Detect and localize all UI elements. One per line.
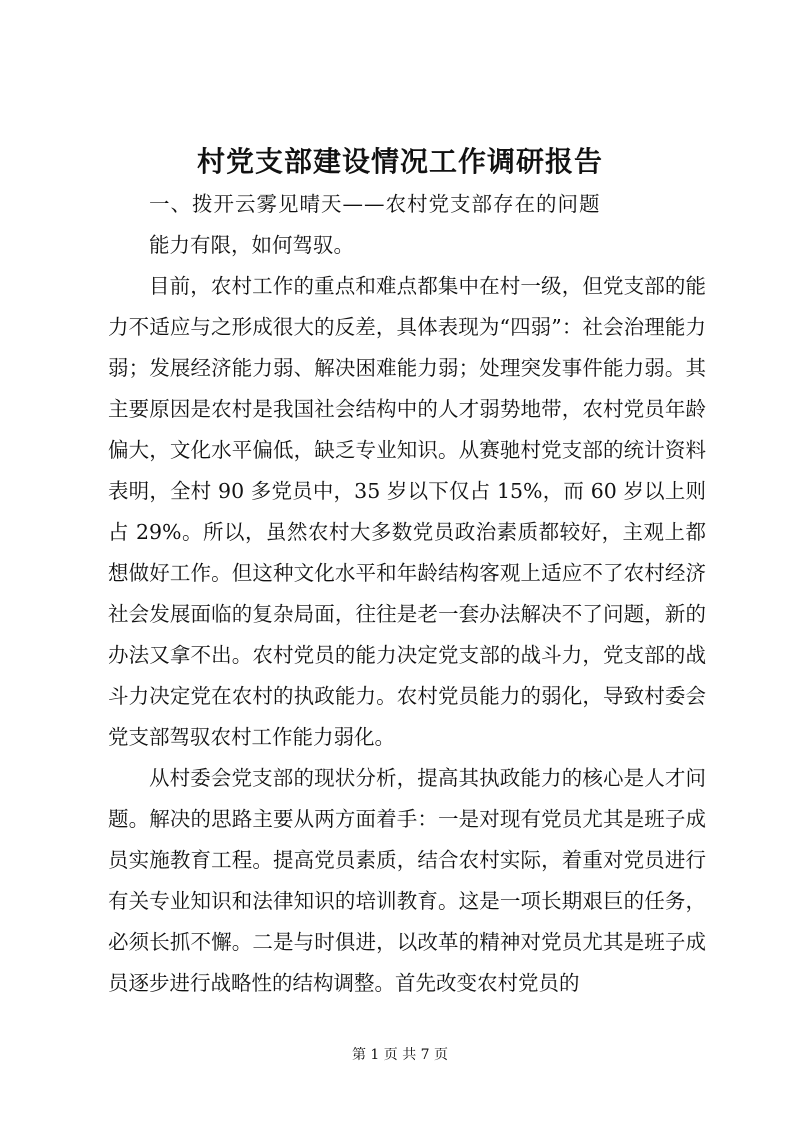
paragraph: 能力有限，如何驾驭。	[149, 233, 354, 257]
section-heading: 一、拨开云雾见晴天——农村党支部存在的问题	[149, 192, 601, 216]
paragraph: 从村委会党支部的现状分析，提高其执政能力的核心是人才问题。解决的思路主要从两方面着手：一是对现有党员尤其是班子成员实施教育工程。提高党员素质，结合农村实际，着重对党员进行有关专业知识和法律知识的培训教育。这是一项长期艰巨的任务，必须长抓不懈。二是与时俱进，以改革的精神对党员尤其是班子成员逐步进行战略性的结构调整。首先改变农村党员的	[108, 766, 706, 995]
page-number-footer: 第 1 页 共 7 页	[351, 1047, 449, 1063]
page-title: 村党支部建设情况工作调研报告	[196, 145, 603, 178]
paragraph: 目前，农村工作的重点和难点都集中在村一级，但党支部的能力不适应与之形成很大的反差，具体表现为“四弱”：社会治理能力弱；发展经济能力弱、解决困难能力弱；处理突发事件能力弱。其主要原因是农村是我国社会结构中的人才弱势地带，农村党员年龄偏大，文化水平偏低，缺乏专业知识。从赛驰村党支部的统计资料表明，全村 90 多党员中，35 岁以下仅占 15%，而 60 岁以上则占 29%。所以，虽然农村大多数党员政治素质都较好，主观上都想做好工作。但这种文化水平和年龄结构客观上适应不了农村经济社会发展面临的复杂局面，往往是老一套办法解决不了问题，新的办法又拿不出。农村党员的能力决定党支部的战斗力，党支部的战斗力决定党在农村的执政能力。农村党员能力的弱化，导致村委会党支部驾驭农村工作能力弱化。	[108, 274, 706, 749]
document-body	[108, 184, 706, 1004]
